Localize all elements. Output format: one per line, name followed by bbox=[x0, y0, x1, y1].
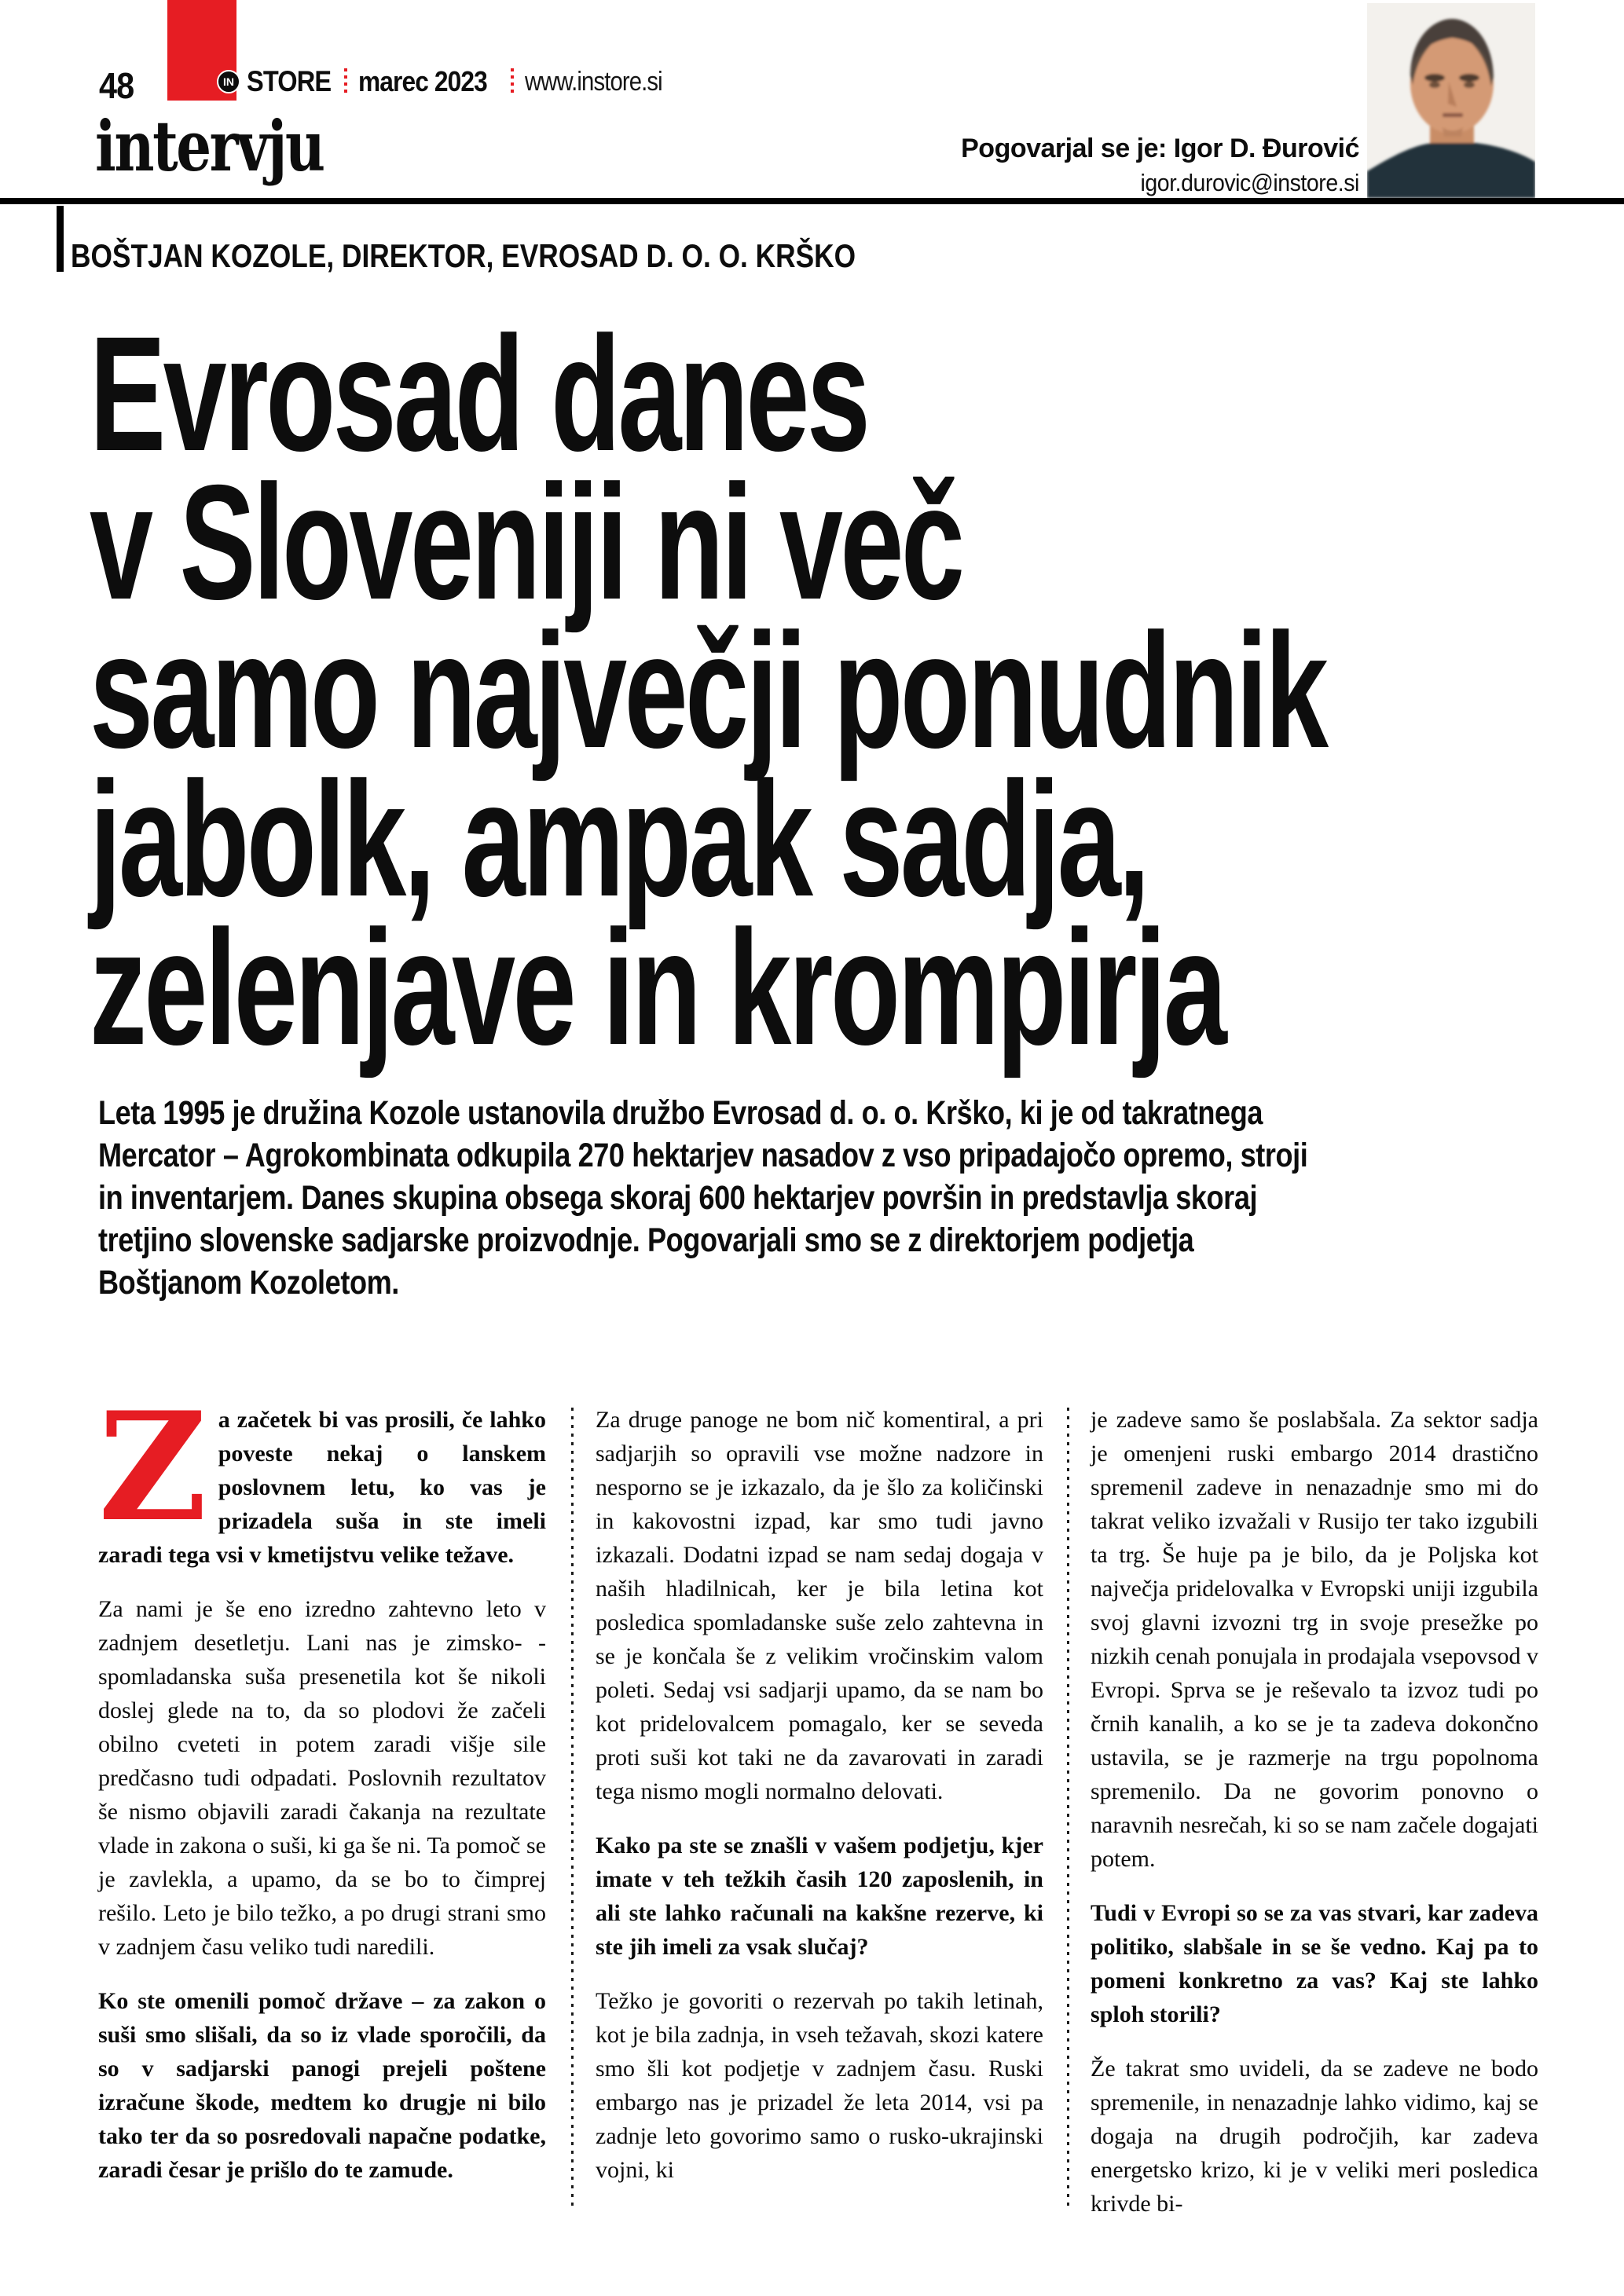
headline-line: samo največji ponudnik bbox=[90, 600, 1326, 782]
headline-line: Evrosad danes bbox=[90, 303, 868, 485]
column-3 bbox=[1091, 1403, 1538, 2241]
headline-line: zelenjave in krompirja bbox=[90, 897, 1225, 1079]
question-paragraph: Ko ste omenili pomoč države – za zakon o suši smo slišali, da so iz vlade sporočili, da so v sadjarski panogi prejeli poštene izračune škode, medtem ko drugje ni bilo tako ter da so posredovali napačne podatke, zaradi česar je prišlo do te zamude. bbox=[98, 1988, 546, 2183]
answer-paragraph: Težko je govoriti o rezervah po takih letinah, kot je bila zadnja, in vseh težavah, skozi katere smo šli kot podjetje v zadnjem času. Ruski embargo nas je prizadel že leta 2014, vsi pa zadnje leto govorimo samo o rusko-ukrajinski vojni, ki bbox=[596, 1988, 1043, 2183]
header-rule bbox=[0, 198, 1624, 204]
column-1 bbox=[98, 1379, 546, 2207]
byline bbox=[961, 134, 1359, 197]
column-divider bbox=[571, 1408, 574, 2210]
answer-paragraph: Za druge panoge ne bom nič komentiral, a pri sadjarjih so opravili vse možne nadzore in nesporno se je izkazalo, da je šlo za količinski in kakovostni izpad, kar smo tudi javno izkazali. Dodatni izpad se nam sedaj dogaja v naših hladilnicah, ker je bila letina kot posledica spomladanske suše zelo zahtevna in se je končala še z velikim vročinskim valom poleti. Sedaj vsi sadjarji upamo, da se nam bo kot pridelovalcem pomagalo, ker se seveda proti suši kot taki ne da zavarovati in zaradi tega nismo mogli normalno delovati. bbox=[596, 1407, 1043, 1804]
lead-line: Boštjanom Kozoletom. bbox=[98, 1264, 399, 1302]
column-divider bbox=[1067, 1408, 1069, 2210]
lead-line: tretjino slovenske sadjarske proizvodnje. Pogovarjali smo se z direktorjem podjetja bbox=[98, 1221, 1194, 1259]
in-circle-icon bbox=[217, 70, 240, 93]
lead-paragraph bbox=[98, 1092, 1307, 1304]
question-paragraph: Tudi v Evropi so se za vas stvari, kar zadeva politiko, slabšale in se še vedno. Kaj pa to pomeni konkretno za vas? Kaj ste lahko sploh storili? bbox=[1091, 1900, 1538, 2027]
answer-paragraph: je zadeve samo še poslabšala. Za sektor sadja je omenjeni ruski embargo 2014 drastično spremenil zadeve in nenazadnje smo mi do takrat veliko izvažali v Rusijo ter tako izgubili ta trg. Še huje pa je bilo, da je Poljska kot največja pridelovalka v Evropski uniji izgubila svoj glavni izvozni trg in svoje presežke po nizkih cenah ponujala in prodajala vsepovsod v Evropi. Sprva se je reševalo ta izvoz tudi po črnih kanalih, a ko se je ta zadeva dokončno ustavila, se je razmerje na trgu popolnoma spremenilo. Da ne govorim ponovno o naravnih nesrečah, ki so se nam začele dogajati potem. bbox=[1091, 1407, 1538, 1872]
drop-cap: Z bbox=[98, 1379, 207, 1554]
kicker: BOŠTJAN KOZOLE, DIREKTOR, EVROSAD D. O. O. KRŠKO bbox=[71, 237, 856, 274]
headline bbox=[90, 303, 1326, 1079]
headline-line: v Sloveniji ni več bbox=[90, 452, 962, 634]
byline-email: igor.durovic@instore.si bbox=[1140, 169, 1359, 196]
dotted-separator-icon bbox=[511, 68, 514, 95]
lead-line: in inventarjem. Danes skupina obsega skoraj 600 hektarjev površin in predstavlja skoraj bbox=[98, 1179, 1258, 1217]
byline-author: Pogovarjal se je: Igor D. Đurović bbox=[961, 134, 1359, 163]
headline-line: jabolk, ampak sadja, bbox=[90, 749, 1148, 931]
website-url: www.instore.si bbox=[524, 66, 662, 97]
dotted-separator-icon bbox=[344, 68, 347, 95]
question-paragraph: Kako pa ste se znašli v vašem podjetju, kjer imate v teh težkih časih 120 zaposlenih, in ali ste lahko računali na kakšne rezerve, ki ste jih imeli za vsak slučaj? bbox=[596, 1833, 1043, 1960]
answer-paragraph: Že takrat smo uvideli, da se zadeve ne bodo spremenile, in nenazadnje lahko vidimo, kaj se dogaja na drugih področjih, kar zadeva energetsko krizo, ki je v veliki meri posledica krivde bi- bbox=[1091, 2056, 1538, 2217]
logo-store-text: STORE bbox=[247, 65, 332, 97]
page-number: 48 bbox=[99, 65, 134, 106]
question-paragraph bbox=[98, 1379, 546, 1572]
kicker-bar bbox=[57, 206, 64, 272]
answer-paragraph: Za nami je še eno izredno zahtevno leto v zadnjem desetletju. Lani nas je zimsko- -spomladanska suša presenetila kot še nikoli doslej glede na to, da so plodovi že začeli obilno cveteti in potem zaradi višje sile predčasno tudi odpadati. Poslovnih rezultatov še nismo objavili zaradi čakanja na rezultate vlade in zakona o suši, ki ga še ni. Ta pomoč se je zavlekla, a upamo, da se bo to čimprej rešilo. Leto je bilo težko, a po drugi strani smo v zadnjem času veliko tudi naredili. bbox=[98, 1596, 546, 1960]
portrait-photo bbox=[1367, 3, 1535, 198]
instore-logo bbox=[217, 66, 684, 97]
issue-date: marec 2023 bbox=[357, 65, 487, 97]
lead-line: Mercator – Agrokombinata odkupila 270 hektarjev nasadov z vso pripadajočo opremo, stroji bbox=[98, 1137, 1308, 1174]
column-2 bbox=[596, 1403, 1043, 2207]
question-text: a začetek bi vas prosili, če lahko poveste nekaj o lanskem poslovnem letu, ko vas je prizadela suša in ste imeli zaradi tega vsi v kmetijstvu velike težave. bbox=[98, 1407, 546, 1568]
lead-line: Leta 1995 je družina Kozole ustanovila družbo Evrosad d. o. o. Krško, ki je od takratnega bbox=[98, 1094, 1263, 1132]
section-title: intervju bbox=[95, 105, 324, 187]
in-circle-text: IN bbox=[223, 75, 234, 88]
